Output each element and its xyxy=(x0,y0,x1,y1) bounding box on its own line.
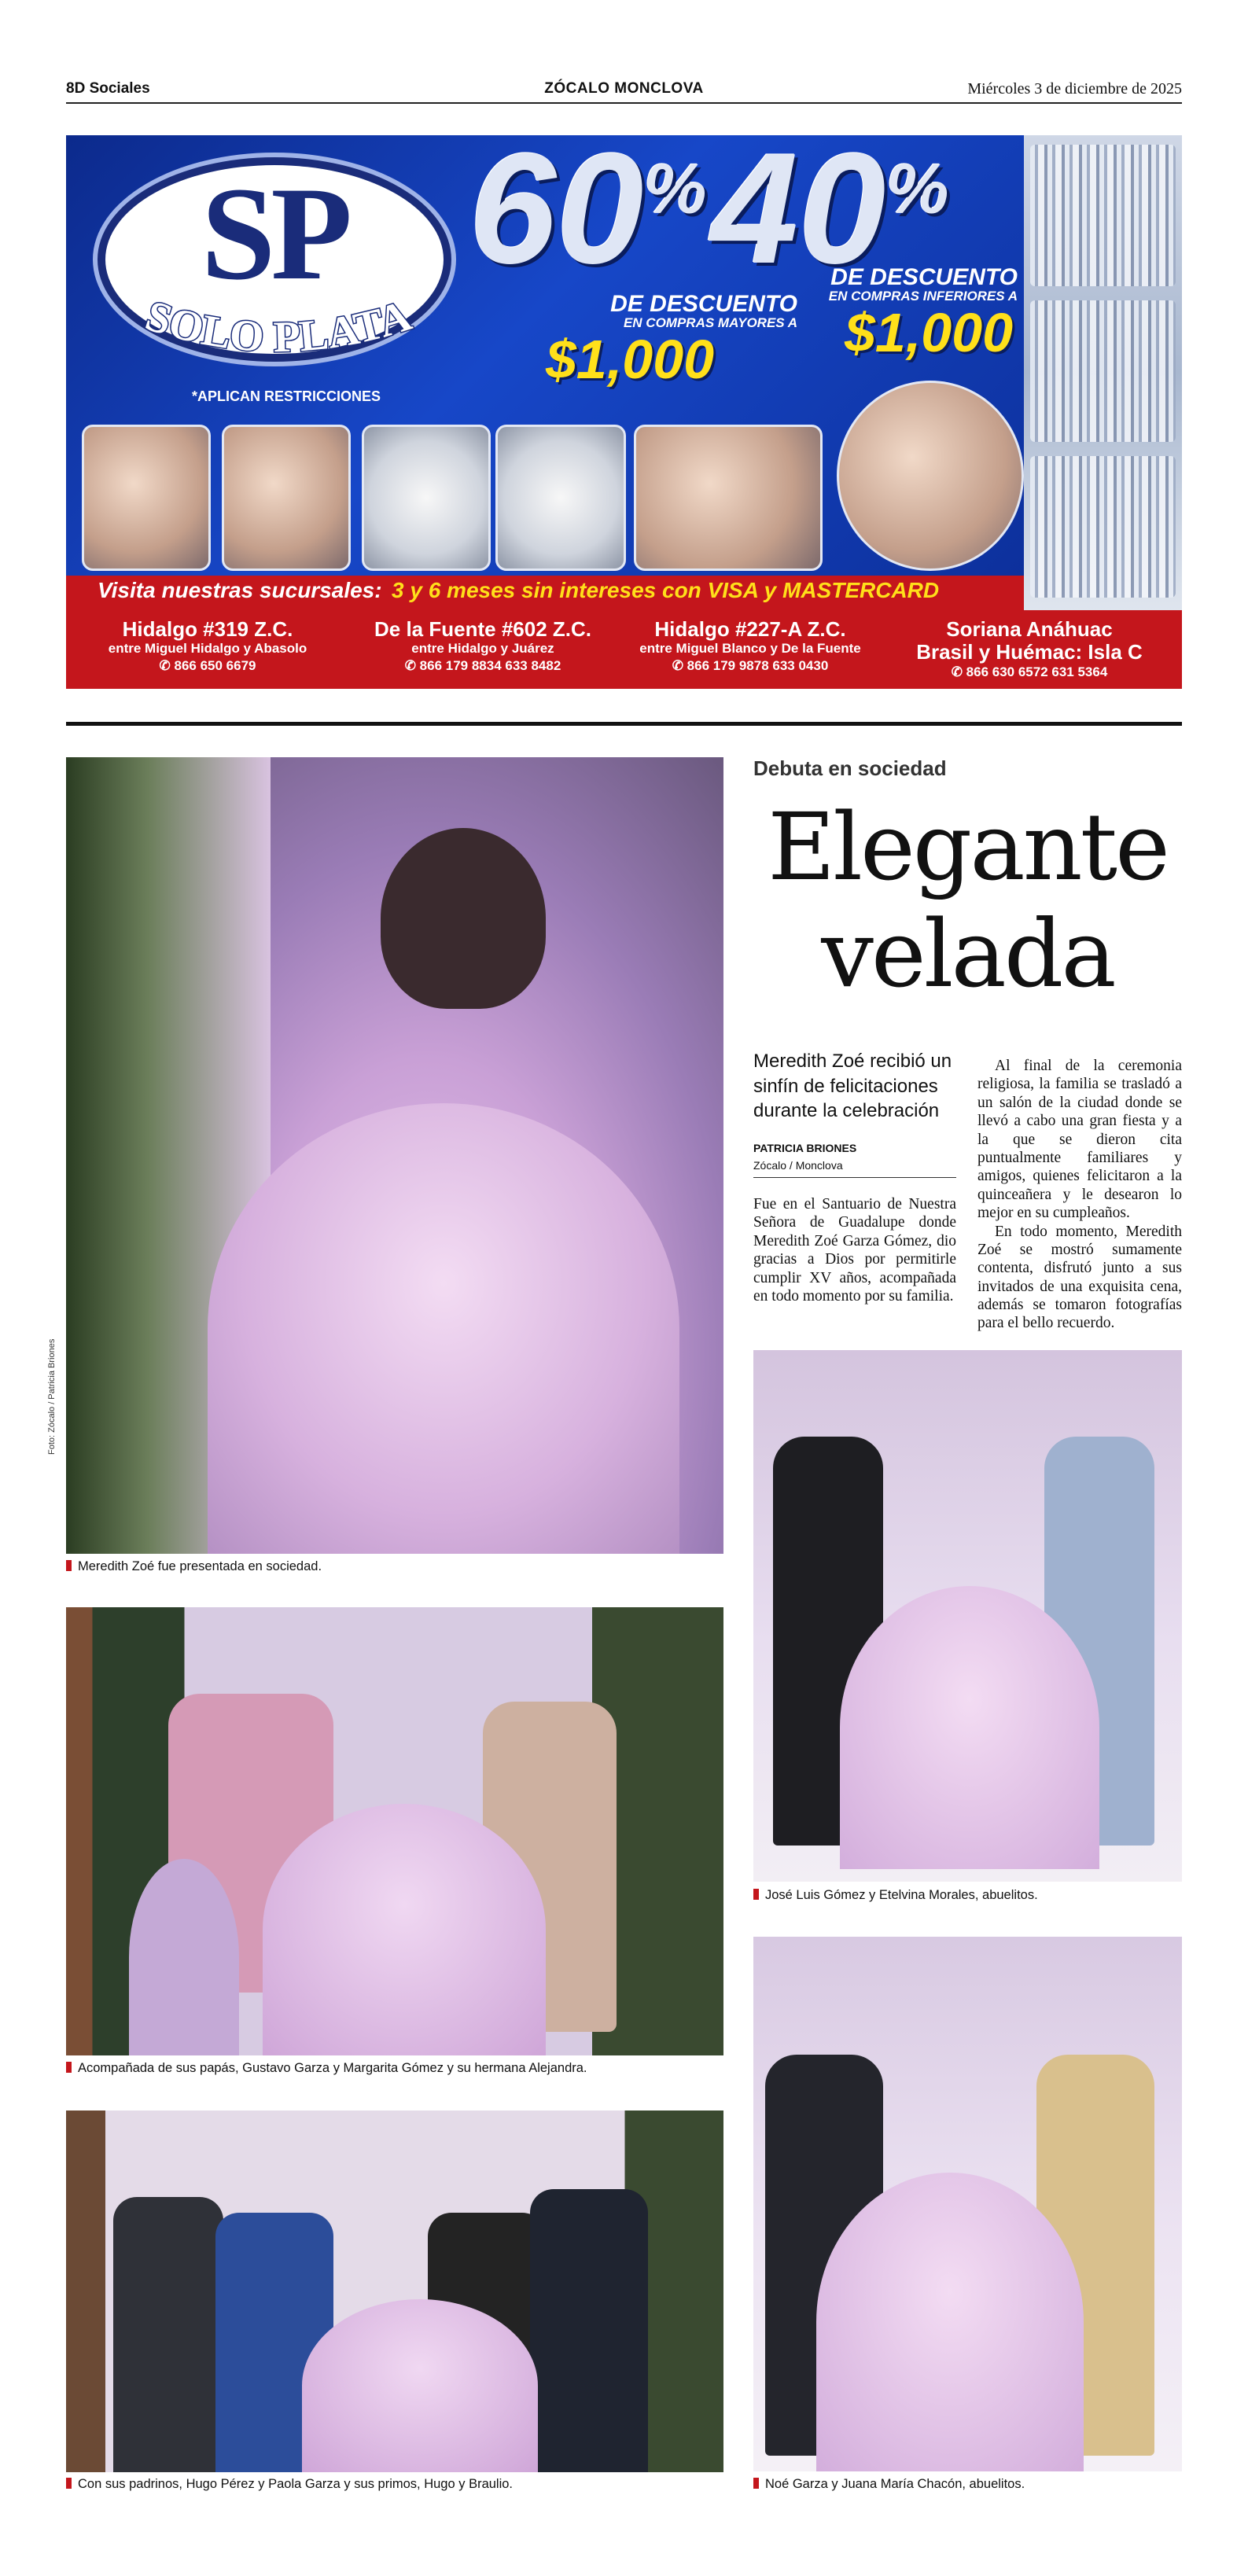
financing-label: 3 y 6 meses sin intereses con VISA y MASTERCARD xyxy=(392,578,940,602)
whatsapp-icon: ✆ xyxy=(404,657,420,673)
logo-initials: SP xyxy=(201,160,348,307)
ball-gown xyxy=(208,1103,679,1554)
svg-text:SOLO PLATA: SOLO PLATA xyxy=(139,300,418,362)
cousin-figure xyxy=(530,2189,648,2472)
visit-branches-label: Visita nuestras sucursales: xyxy=(98,578,382,602)
branch-1: Hidalgo #319 Z.C. entre Miguel Hidalgo y Abasolo ✆ 866 650 6679 xyxy=(108,617,307,673)
branch-2: De la Fuente #602 Z.C. entre Hidalgo y Juárez ✆ 866 179 8834 633 8482 xyxy=(374,617,591,673)
article-deck: Meredith Zoé recibió un sinfín de felicitaciones durante la celebración xyxy=(753,1051,952,1122)
photo-credit: Foto: Zócalo / Patricia Briones xyxy=(47,1338,57,1455)
header-rule xyxy=(66,102,1182,104)
whatsapp-icon: ✆ xyxy=(951,664,966,680)
caption-grandparents-2: Noé Garza y Juana María Chacón, abuelitos. xyxy=(753,2477,1025,2492)
ball-gown xyxy=(840,1586,1099,1869)
section-label: 8D Sociales xyxy=(66,80,150,97)
family-parents-photo xyxy=(66,1607,723,2055)
logo-wordmark xyxy=(98,300,459,387)
branch-4: Soriana Anáhuac Brasil y Huémac: Isla C ✆ 866 630 6572 631 5364 xyxy=(916,617,1143,680)
caption-godparents: Con sus padrinos, Hugo Pérez y Paola Garza y sus primos, Hugo y Braulio. xyxy=(66,2477,513,2492)
whatsapp-icon: ✆ xyxy=(159,657,175,673)
godparents-cousins-photo xyxy=(66,2110,723,2472)
branch-3: Hidalgo #227-A Z.C. entre Miguel Blanco y De la Fuente ✆ 866 179 9878 633 0430 xyxy=(639,617,861,673)
article-headline: Elegante velada xyxy=(768,793,1168,1008)
discount-60-text: DE DESCUENTO EN COMPRAS MAYORES A xyxy=(610,291,797,330)
article-kicker: Debuta en sociedad xyxy=(753,756,947,780)
grandparents-photo-2 xyxy=(753,1937,1182,2471)
sister-figure xyxy=(129,1859,239,2055)
caption-grandparents-1: José Luis Gómez y Etelvina Morales, abuelitos. xyxy=(753,1888,1038,1903)
article-body-col2: Al final de la ceremonia religiosa, la familia se trasladó a un salón de la ciudad donde se llevó a cabo una gran fiesta y a la que se dieron cita puntualmente familiares y amigos, quienes felicitaron a la quinceañera y le desearon lo mejor en su cumpleaños. En todo momento, Meredith Zoé se mostró sumamente contenta, disfrutó junto a sus invitados de una exquisita cena, además se tomaron fotografías para el bello recuerdo. xyxy=(977,1058,1182,1332)
whatsapp-icon: ✆ xyxy=(672,657,687,673)
grandparents-photo-1 xyxy=(753,1350,1182,1882)
article-body-col1: Fue en el Santuario de Nuestra Señora de Guadalupe donde Meredith Zoé Garza Gómez, dio gracias a Dios por permitirle cumplir XV años, acompañada en todo momento por su familia. xyxy=(753,1196,956,1305)
article-outlet: Zócalo / Monclova xyxy=(753,1159,843,1172)
restrictions-note: *APLICAN RESTRICCIONES xyxy=(191,388,381,404)
godfather-figure xyxy=(113,2197,223,2472)
ball-gown xyxy=(263,1804,546,2055)
pendants-photo xyxy=(495,425,626,571)
solo-plata-advertisement xyxy=(66,135,1182,689)
byline-rule xyxy=(753,1177,956,1178)
ball-gown xyxy=(816,2173,1084,2471)
portrait-figure xyxy=(381,828,546,1009)
ball-gown xyxy=(302,2299,538,2472)
discount-60-amount: $1,000 xyxy=(546,329,715,390)
newspaper-name: ZÓCALO MONCLOVA xyxy=(544,80,704,97)
bracelet-photo xyxy=(362,425,491,571)
crosses-photo xyxy=(634,425,823,571)
hand-rings-photo xyxy=(837,381,1024,571)
quinceanera-main-photo xyxy=(66,757,723,1554)
bracelets-photo-strip xyxy=(1024,135,1182,610)
discount-40-percent: 40% xyxy=(711,135,949,296)
discount-40-amount: $1,000 xyxy=(845,302,1014,363)
discount-60-percent: 60% xyxy=(469,135,707,296)
issue-date: Miércoles 3 de diciembre de 2025 xyxy=(967,80,1182,98)
gem-rings-photo xyxy=(222,425,351,571)
article-author: PATRICIA BRIONES xyxy=(753,1142,857,1154)
caption-parents: Acompañada de sus papás, Gustavo Garza y Margarita Gómez y su hermana Alejandra. xyxy=(66,2061,587,2076)
caption-main: Meredith Zoé fue presentada en sociedad. xyxy=(66,1559,322,1574)
discount-40-text: DE DESCUENTO EN COMPRAS INFERIORES A xyxy=(828,264,1018,304)
rings-photo xyxy=(82,425,211,571)
section-divider xyxy=(66,722,1182,726)
